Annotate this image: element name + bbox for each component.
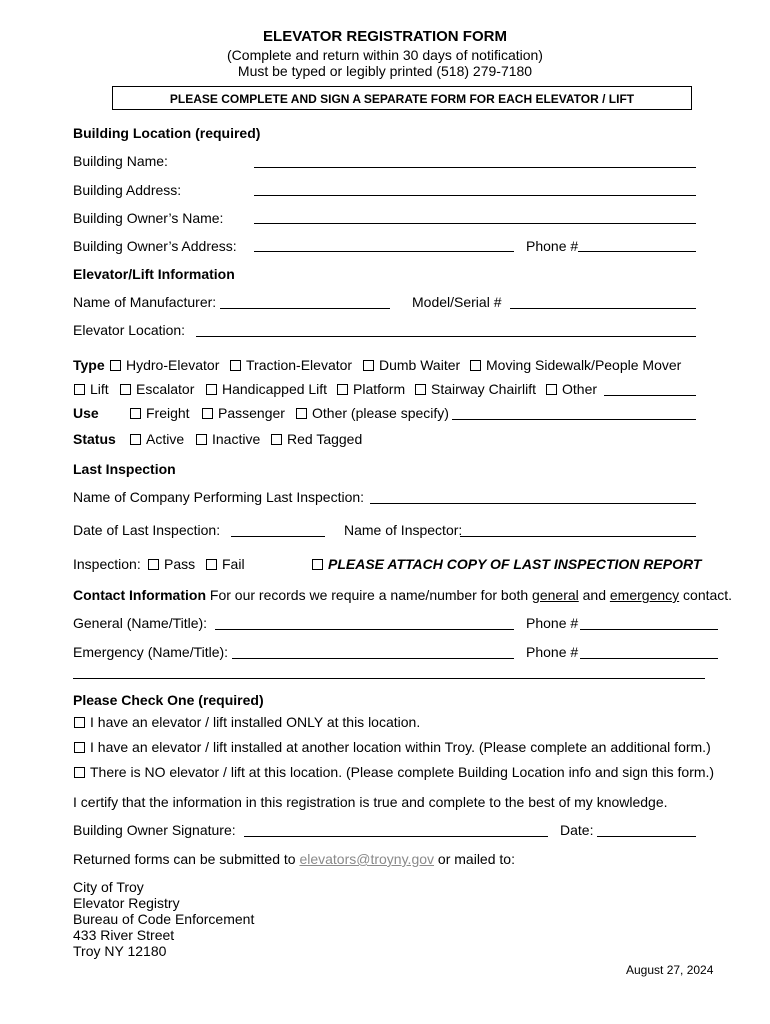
section-divider: [73, 678, 705, 679]
manufacturer-field[interactable]: [220, 308, 390, 309]
certification-statement: I certify that the information in this registration is true and complete to the best of my knowledge.: [73, 794, 668, 810]
elevator-location-field[interactable]: [196, 336, 696, 337]
checkbox-icon[interactable]: [546, 384, 557, 395]
contact-info-text: For our records we require a name/number for both: [209, 587, 529, 603]
email-link[interactable]: elevators@troyny.gov: [299, 851, 435, 867]
use-freight-option[interactable]: Freight: [130, 405, 190, 421]
inspection-result-label: Inspection:: [73, 556, 141, 572]
checkbox-icon[interactable]: [148, 559, 159, 570]
checkbox-icon[interactable]: [74, 767, 85, 778]
return-instructions: Returned forms can be submitted to elevators@troyny.gov or mailed to:: [73, 851, 515, 867]
form-subtitle-deadline: (Complete and return within 30 days of notification): [227, 47, 543, 63]
checkbox-icon[interactable]: [130, 434, 141, 445]
inspection-pass-option[interactable]: Pass: [148, 556, 195, 572]
type-escalator-option[interactable]: Escalator: [120, 381, 194, 397]
use-other-option[interactable]: Other (please specify): [296, 405, 449, 421]
type-handicapped-lift-option[interactable]: Handicapped Lift: [206, 381, 327, 397]
type-hydro-elevator-option[interactable]: Hydro-Elevator: [110, 357, 219, 373]
building-address-label: Building Address:: [73, 182, 182, 198]
mailing-address-line-2: Elevator Registry: [73, 895, 180, 911]
checkbox-icon[interactable]: [206, 559, 217, 570]
checkbox-icon[interactable]: [120, 384, 131, 395]
type-lift-option[interactable]: Lift: [74, 381, 109, 397]
use-label: Use: [73, 405, 99, 421]
inspection-company-field[interactable]: [370, 503, 696, 504]
inspection-company-label: Name of Company Performing Last Inspection:: [73, 489, 365, 505]
type-platform-option[interactable]: Platform: [337, 381, 405, 397]
checkbox-icon[interactable]: [312, 559, 323, 570]
elevator-location-label: Elevator Location:: [73, 322, 186, 338]
checkbox-icon[interactable]: [196, 434, 207, 445]
mailing-address-line-5: Troy NY 12180: [73, 943, 167, 959]
owner-signature-label: Building Owner Signature:: [73, 822, 236, 838]
emergency-contact-field[interactable]: [232, 658, 514, 659]
emergency-phone-field[interactable]: [580, 658, 718, 659]
model-serial-label: Model/Serial #: [412, 294, 502, 310]
check-installed-only-here-option[interactable]: I have an elevator / lift installed ONLY at this location.: [74, 714, 420, 730]
building-name-label: Building Name:: [73, 153, 168, 169]
checkbox-icon[interactable]: [110, 360, 121, 371]
type-other-field[interactable]: [604, 395, 696, 396]
checkbox-icon[interactable]: [202, 408, 213, 419]
form-subtitle-phone: Must be typed or legibly printed (518) 279-7180: [237, 63, 533, 79]
use-passenger-option[interactable]: Passenger: [202, 405, 285, 421]
general-contact-field[interactable]: [215, 629, 514, 630]
inspector-name-field[interactable]: [460, 536, 696, 537]
status-inactive-option[interactable]: Inactive: [196, 431, 260, 447]
type-stairway-chairlift-option[interactable]: Stairway Chairlift: [415, 381, 536, 397]
emergency-emphasis: emergency: [609, 587, 680, 603]
use-other-field[interactable]: [452, 419, 696, 420]
check-one-heading: Please Check One (required): [73, 692, 264, 708]
attach-report-option[interactable]: PLEASE ATTACH COPY OF LAST INSPECTION REPORT: [312, 556, 701, 572]
mailing-address-line-4: 433 River Street: [73, 927, 175, 943]
checkbox-icon[interactable]: [74, 384, 85, 395]
checkbox-icon[interactable]: [363, 360, 374, 371]
checkbox-icon[interactable]: [74, 742, 85, 753]
type-dumb-waiter-option[interactable]: Dumb Waiter: [363, 357, 460, 373]
contact-info-line: [73, 587, 732, 603]
owner-signature-field[interactable]: [244, 836, 548, 837]
signature-date-label: Date:: [560, 822, 594, 838]
checkbox-icon[interactable]: [415, 384, 426, 395]
owner-phone-field[interactable]: [578, 251, 696, 252]
building-owner-address-label: Building Owner’s Address:: [73, 238, 237, 254]
type-moving-sidewalk-option[interactable]: Moving Sidewalk/People Mover: [470, 357, 681, 373]
checkbox-icon[interactable]: [230, 360, 241, 371]
general-emphasis: general: [532, 587, 579, 603]
general-phone-field[interactable]: [580, 629, 718, 630]
elevator-info-heading: Elevator/Lift Information: [73, 266, 235, 282]
checkbox-icon[interactable]: [271, 434, 282, 445]
general-contact-label: General (Name/Title):: [73, 615, 208, 631]
building-location-heading: Building Location (required): [73, 125, 261, 141]
type-label: Type: [73, 357, 105, 373]
contact-info-heading: Contact Information: [73, 587, 206, 603]
type-other-option[interactable]: Other: [546, 381, 597, 397]
emergency-contact-label: Emergency (Name/Title):: [73, 644, 229, 660]
checkbox-icon[interactable]: [74, 717, 85, 728]
separate-form-notice: PLEASE COMPLETE AND SIGN A SEPARATE FORM FOR EACH ELEVATOR / LIFT: [112, 86, 692, 110]
status-red-tagged-option[interactable]: Red Tagged: [271, 431, 362, 447]
building-owner-name-field[interactable]: [254, 223, 696, 224]
model-serial-field[interactable]: [510, 308, 696, 309]
mailing-address-line-1: City of Troy: [73, 879, 144, 895]
status-label: Status: [73, 431, 116, 447]
general-phone-label: Phone #: [526, 615, 579, 631]
status-active-option[interactable]: Active: [130, 431, 184, 447]
form-title: ELEVATOR REGISTRATION FORM: [263, 28, 507, 45]
inspector-name-label: Name of Inspector:: [344, 522, 463, 538]
checkbox-icon[interactable]: [206, 384, 217, 395]
checkbox-icon[interactable]: [470, 360, 481, 371]
mailing-address-line-3: Bureau of Code Enforcement: [73, 911, 255, 927]
checkbox-icon[interactable]: [130, 408, 141, 419]
inspection-fail-option[interactable]: Fail: [206, 556, 245, 572]
owner-phone-label: Phone #: [526, 238, 579, 254]
building-owner-name-label: Building Owner’s Name:: [73, 210, 224, 226]
revision-date: August 27, 2024: [626, 963, 714, 977]
manufacturer-label: Name of Manufacturer:: [73, 294, 217, 310]
checkbox-icon[interactable]: [296, 408, 307, 419]
check-installed-elsewhere-option[interactable]: I have an elevator / lift installed at another location within Troy. (Please complete an additional form.): [74, 739, 711, 755]
last-inspection-heading: Last Inspection: [73, 461, 176, 477]
building-owner-address-field[interactable]: [254, 251, 514, 252]
contact-info-text-end: contact.: [683, 587, 733, 603]
type-traction-elevator-option[interactable]: Traction-Elevator: [230, 357, 352, 373]
building-address-field[interactable]: [254, 195, 696, 196]
and-word: and: [582, 587, 606, 603]
inspection-date-label: Date of Last Inspection:: [73, 522, 221, 538]
signature-date-field[interactable]: [597, 836, 696, 837]
building-name-field[interactable]: [254, 167, 696, 168]
checkbox-icon[interactable]: [337, 384, 348, 395]
emergency-phone-label: Phone #: [526, 644, 579, 660]
check-no-elevator-option[interactable]: There is NO elevator / lift at this location. (Please complete Building Location info and sign this form.): [74, 764, 714, 780]
inspection-date-field[interactable]: [231, 536, 325, 537]
